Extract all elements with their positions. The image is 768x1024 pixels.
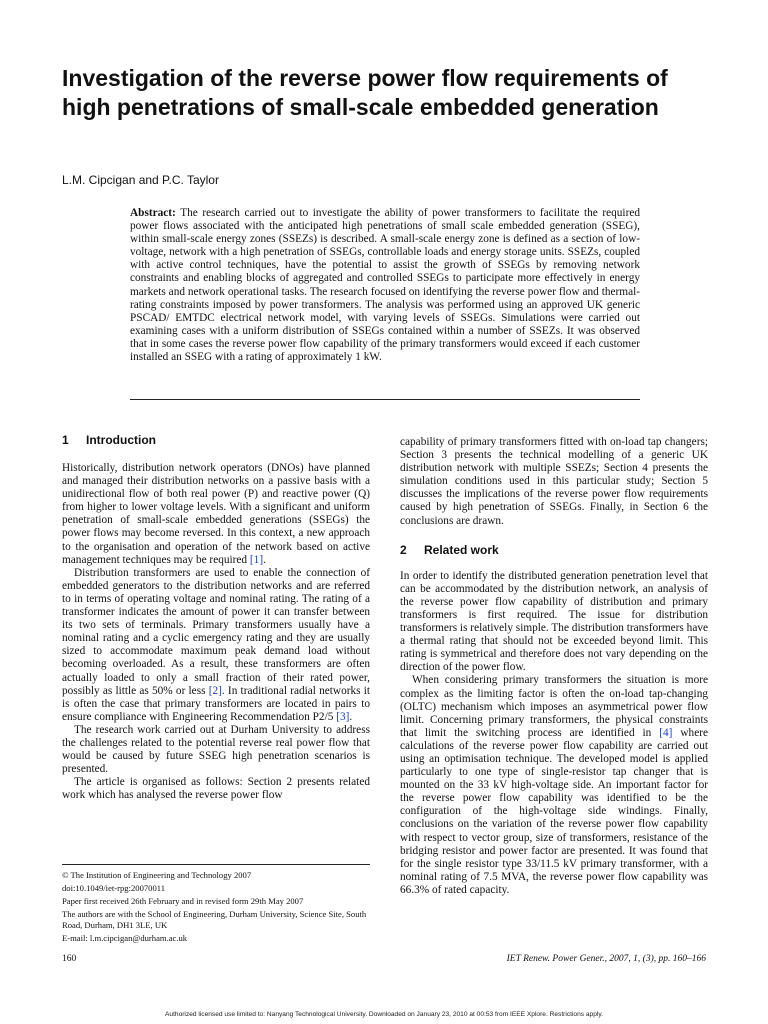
- intro-p2-text-a: Distribution transformers are used to enable the connection of embedded generators to the distribution networks and are referred to in terms of operating voltage and nominal rating. The rating of a transformer indicates the amount of power it can transfer between its two sets of terminals. Primary transformers usually have a nominal rating and a cyclic emergency rating and they are usually sized to accommodate maximum peak demand load without becoming overloaded. As a result, these transformers are often actually loaded to only a small fraction of their rated power, possibly as little as 50% or less: [62, 566, 370, 697]
- section-2-heading: [400, 542, 708, 558]
- abstract-text: The research carried out to investigate the ability of power transformers to facilitate the required power flows associated with the anticipated high penetrations of small scale embedded generation (SSEG), within small-scale energy zones (SSEZs) is described. A small-scale energy zone is defined as a section of low-voltage, network with a high penetration of SSEGs, controllable loads and energy storage units. SSEZs, coupled with active control techniques, have the potential to assist the growth of SSEGs by removing network constraints and enabling blocks of aggregated and controlled SSEGs to participate more effectively in energy markets and network operational tasks. The research focused on identifying the reverse power flow and thermal-rating constraints imposed by power transformers. The analysis was performed using an approved UK generic PSCAD/ EMTDC electrical network model, with varying levels of SSEGs. Simulations were carried out examining cases with a uniform distribution of SSEGs contained within a number of SSEZs. It was observed that in some cases the reverse power flow capability of the primary transformers would exceed if each customer installed an SSEG with a rating of approximately 1 kW.: [130, 207, 640, 364]
- author-line: L.M. Cipcigan and P.C. Taylor: [62, 173, 219, 187]
- copyright-note: © The Institution of Engineering and Technology 2007: [62, 870, 252, 880]
- abstract: [130, 207, 640, 364]
- section-2-title: Related work: [424, 542, 499, 557]
- doi-note: doi:10.1049/iet-rpg:20070011: [62, 883, 166, 893]
- citation-link-3[interactable]: [3]: [336, 710, 350, 723]
- received-note: Paper first received 26th February and in revised form 29th May 2007: [62, 896, 304, 906]
- affiliation-note: The authors are with the School of Engineering, Durham University, Science Site, South Road, Durham, DH1 3LE, UK: [62, 909, 367, 930]
- intro-paragraph-4: The article is organised as follows: Section 2 presents related work which has analysed the reverse power flow: [62, 776, 370, 802]
- page-number: 160: [62, 954, 77, 964]
- section-1-number: 1: [62, 433, 69, 447]
- intro-paragraph-1: [62, 462, 370, 567]
- right-column: [400, 436, 708, 897]
- intro-p1-text: Historically, distribution network operators (DNOs) have planned and managed their distribution networks on a passive basis with a unidirectional flow of both real power (P) and reactive power (Q) from higher to lower voltage levels. With a significant and uniform penetration of small-scale embedded generations (SSEGs) the power flows may become reversed. In this context, a new approach to the organisation and operation of the network based on active management techniques may be required: [62, 462, 370, 566]
- abstract-divider: [130, 399, 640, 400]
- section-1-heading: [62, 432, 370, 448]
- intro-p2-end: .: [349, 710, 353, 723]
- intro-continuation: capability of primary transformers fitted with on-load tap changers; Section 3 presents the technical modelling of a generic UK distribution network with multiple SSEZs; Section 4 presents the simulation conditions used in this particular study; Section 5 discusses the implications of the reverse power flow requirements caused by high penetration of SSEGs. Finally, in Section 6 the conclusions are drawn.: [400, 436, 708, 527]
- intro-p2-text-b: . In traditional radial networks it is often the case that primary transformers are located in pairs to ensure compliance with Engineering Recommendation P2/5: [62, 684, 371, 723]
- intro-p1-end: .: [263, 553, 266, 566]
- licence-notice: Authorized licensed use limited to: Nanyang Technological University. Downloaded on January 23, 2010 at 00:53 from IEEE Xplore. Restrictions apply.: [165, 1011, 603, 1018]
- intro-paragraph-2: [62, 567, 370, 724]
- footnotes: [62, 864, 370, 946]
- section-2-number: 2: [400, 542, 407, 557]
- citation-link-4[interactable]: [4]: [659, 726, 673, 739]
- email-note: E-mail: l.m.cipcigan@durham.ac.uk: [62, 933, 188, 943]
- journal-reference: IET Renew. Power Gener., 2007, 1, (3), pp. 160–166: [506, 954, 706, 964]
- related-paragraph-1: In order to identify the distributed generation penetration level that can be accommodated by the distribution network, an analysis of the reverse power flow capability of distribution and primary transformers is first required. The issue for distribution transformers is relatively simple. The distribution transformers have a thermal rating that should not be exceeded beyond limit. This rating is symmetrical and therefore does not vary depending on the direction of the power flow.: [400, 569, 708, 674]
- section-1-title: Introduction: [86, 433, 156, 447]
- abstract-label: Abstract:: [130, 207, 176, 219]
- left-column: [62, 432, 370, 802]
- paper-title: Investigation of the reverse power flow requirements of high penetrations of small-scale embedded generation: [62, 65, 668, 120]
- intro-paragraph-3: The research work carried out at Durham University to address the challenges related to the potential reverse real power flow that would be caused by future SSEG high penetration scenarios is presented.: [62, 723, 370, 776]
- citation-link-2[interactable]: [2]: [208, 684, 222, 697]
- citation-link-1[interactable]: [1]: [249, 553, 264, 566]
- related-paragraph-2: [400, 674, 708, 897]
- related-p2-text-a: When considering primary transformers the situation is more complex as the limiting factor is often the on-load tap-changing (OLTC) mechanism which imposes an asymmetrical power flow limit. Concerning primary transformers, the physical constraints that limit the switching process are identified in: [400, 674, 708, 739]
- related-p2-text-b: where calculations of the reverse power flow capability are carried out using an optimisation technique. The developed model is applied particularly to one type of single-resistor tap changer that is mounted on the 33 kV high-voltage side. An important factor for the reverse power flow capability was identified to be the configuration of the high-voltage side windings. Finally, conclusions on the variation of the reverse power flow capability with respect to vector group, size of transformers, resistance of the bridging resistor and power factor are presented. It was found that for the single resistor type 33/11.5 kV primary transformer, with a nominal rating of 7.5 MVA, the reverse power flow capability was 66.3% of rated capacity.: [400, 726, 708, 896]
